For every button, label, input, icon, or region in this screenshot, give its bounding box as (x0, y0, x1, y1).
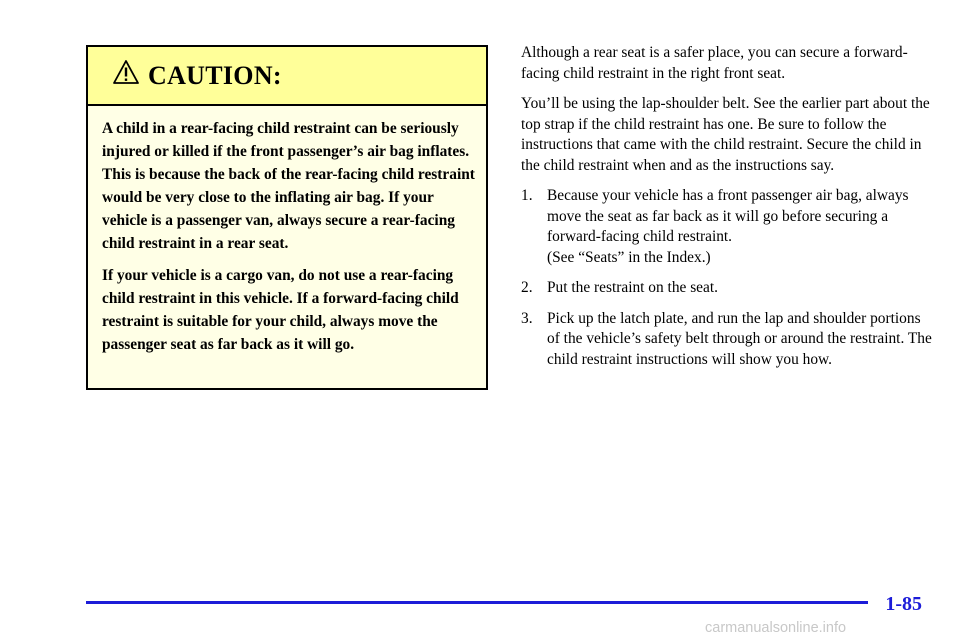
list-item (521, 186, 936, 268)
footer-rule (86, 601, 868, 604)
step-number: 3. (521, 309, 533, 327)
caution-body (102, 117, 478, 365)
step-note: (See “Seats” in the Index.) (547, 248, 711, 266)
step-text: Pick up the latch plate, and run the lap and shoulder portions of the vehicle’s safety belt through or around the restraint. The child restraint instructions will show you how. (547, 309, 932, 368)
step-number: 2. (521, 279, 533, 296)
warning-triangle-icon (112, 59, 140, 85)
list-item (521, 309, 936, 371)
caution-header (88, 47, 486, 106)
step-number: 1. (521, 187, 533, 204)
instructions-column (521, 43, 936, 380)
body-paragraph: You’ll be using the lap-shoulder belt. See the earlier part about the top strap if the child restraint has one. Be sure to follow the instructions that came with the child restraint. Secure the child in the child restraint when and as the instructions say. (521, 95, 930, 174)
list-item (521, 278, 936, 299)
caution-paragraph: A child in a rear-facing child restraint can be seriously injured or killed if the front passenger’s air bag inflates. This is because the back of the rear-facing child restraint would be very close to the inflating air bag. If your vehicle is a passenger van, always secure a rear-facing child restraint in a rear seat. (102, 120, 475, 252)
steps-list (521, 186, 936, 370)
caution-box (86, 45, 488, 390)
caution-paragraph: If your vehicle is a cargo van, do not use a rear-facing child restraint in this vehicle. If a forward-facing child restraint is suitable for your child, always move the passenger seat as far back as it will go. (102, 267, 459, 353)
step-text: Because your vehicle has a front passenger air bag, always move the seat as far back as it will go before securing a forward-facing child restraint. (547, 187, 909, 245)
watermark: carmanualsonline.info (705, 620, 847, 636)
body-paragraph: Although a rear seat is a safer place, you can secure a forward-facing child restraint in the right front seat. (521, 44, 908, 82)
caution-title: CAUTION: (148, 61, 282, 90)
step-text: Put the restraint on the seat. (547, 279, 718, 296)
page-number: 1-85 (885, 593, 922, 615)
